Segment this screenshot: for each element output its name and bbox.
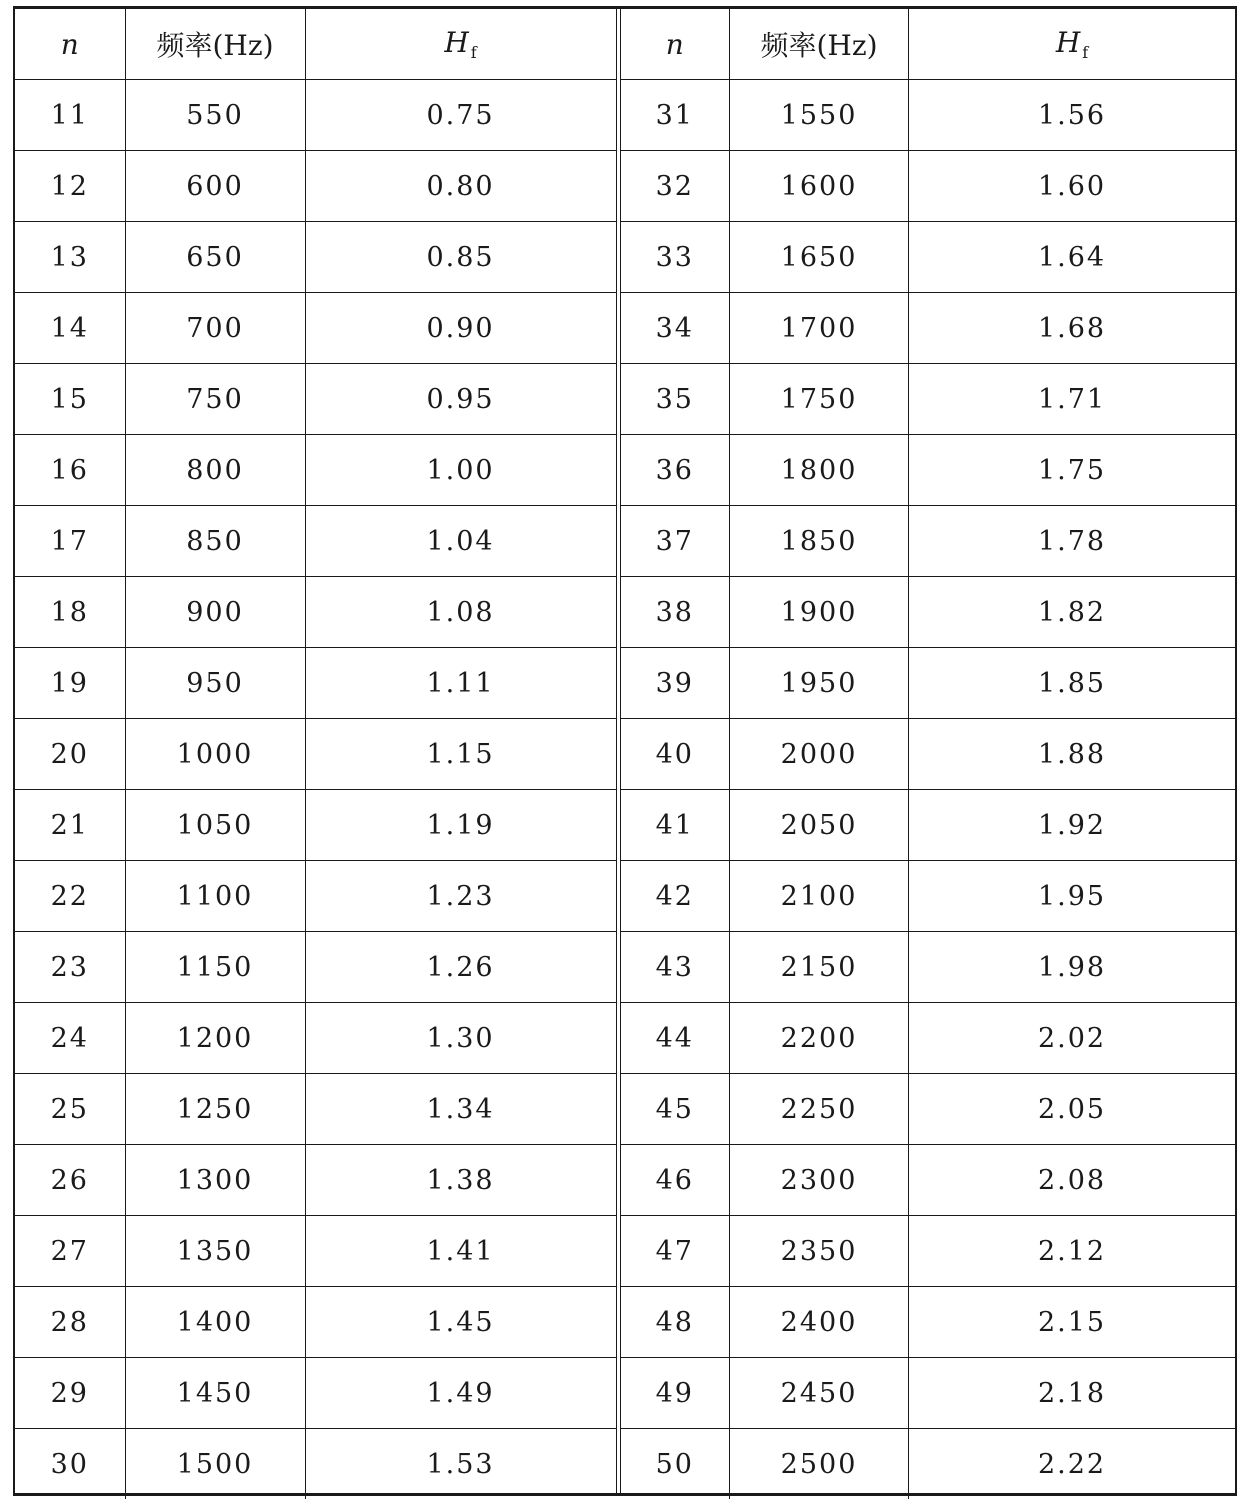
cell-hf: 2.15: [909, 1287, 1235, 1358]
cell-hf: 2.02: [909, 1003, 1235, 1074]
cell-freq: 2250: [730, 1074, 909, 1145]
table-row: [621, 222, 1235, 293]
cell-hf: 1.11: [305, 648, 616, 719]
cell-hf: 2.05: [909, 1074, 1235, 1145]
cell-freq: 2000: [730, 719, 909, 790]
header-hf: [909, 9, 1235, 80]
table-row: [621, 790, 1235, 861]
cell-freq: 2400: [730, 1287, 909, 1358]
cell-hf: 1.49: [305, 1358, 616, 1429]
header-hf-subscript: f: [1082, 43, 1089, 62]
table-right-half: [620, 9, 1235, 1493]
cell-freq: 1500: [125, 1429, 305, 1500]
cell-hf: 1.71: [909, 364, 1235, 435]
cell-freq: 2300: [730, 1145, 909, 1216]
table-left-half: [15, 9, 617, 1493]
table-row: [15, 1429, 616, 1500]
cell-freq: 1350: [125, 1216, 305, 1287]
cell-hf: 1.75: [909, 435, 1235, 506]
cell-freq: 1300: [125, 1145, 305, 1216]
cell-freq: 1800: [730, 435, 909, 506]
table-row: [621, 506, 1235, 577]
cell-freq: 1050: [125, 790, 305, 861]
cell-freq: 1100: [125, 861, 305, 932]
cell-n: 27: [15, 1216, 125, 1287]
table-row: [15, 1003, 616, 1074]
cell-hf: 1.30: [305, 1003, 616, 1074]
cell-hf: 1.64: [909, 222, 1235, 293]
table-row: [15, 222, 616, 293]
cell-freq: 550: [125, 80, 305, 151]
cell-freq: 700: [125, 293, 305, 364]
cell-n: 19: [15, 648, 125, 719]
cell-n: 12: [15, 151, 125, 222]
cell-freq: 2050: [730, 790, 909, 861]
cell-hf: 0.90: [305, 293, 616, 364]
cell-n: 17: [15, 506, 125, 577]
table-row: [621, 1145, 1235, 1216]
cell-n: 25: [15, 1074, 125, 1145]
cell-hf: 0.80: [305, 151, 616, 222]
header-frequency: 频率(Hz): [730, 9, 909, 80]
frequency-table: [13, 6, 1237, 1496]
table-row: [621, 577, 1235, 648]
cell-freq: 600: [125, 151, 305, 222]
cell-freq: 2500: [730, 1429, 909, 1500]
header-hf-main: H: [444, 26, 469, 59]
table-row: [621, 932, 1235, 1003]
header-row: [621, 9, 1235, 80]
table-row: [15, 1216, 616, 1287]
cell-n: 15: [15, 364, 125, 435]
cell-freq: 900: [125, 577, 305, 648]
cell-hf: 1.00: [305, 435, 616, 506]
table-row: [621, 293, 1235, 364]
cell-freq: 1650: [730, 222, 909, 293]
cell-n: 45: [621, 1074, 730, 1145]
table-row: [621, 1287, 1235, 1358]
cell-n: 32: [621, 151, 730, 222]
cell-freq: 850: [125, 506, 305, 577]
table-row: [15, 364, 616, 435]
header-hf-main: H: [1055, 26, 1081, 59]
cell-hf: 1.68: [909, 293, 1235, 364]
cell-hf: 1.34: [305, 1074, 616, 1145]
cell-freq: 650: [125, 222, 305, 293]
table-row: [15, 790, 616, 861]
cell-n: 48: [621, 1287, 730, 1358]
cell-n: 28: [15, 1287, 125, 1358]
cell-n: 26: [15, 1145, 125, 1216]
right-table-body: [621, 80, 1235, 1500]
cell-hf: 1.19: [305, 790, 616, 861]
cell-n: 21: [15, 790, 125, 861]
cell-hf: 1.38: [305, 1145, 616, 1216]
cell-n: 20: [15, 719, 125, 790]
cell-n: 34: [621, 293, 730, 364]
cell-freq: 800: [125, 435, 305, 506]
table-row: [15, 1145, 616, 1216]
cell-hf: 2.22: [909, 1429, 1235, 1500]
cell-freq: 1900: [730, 577, 909, 648]
cell-freq: 2200: [730, 1003, 909, 1074]
cell-n: 43: [621, 932, 730, 1003]
table-row: [621, 1429, 1235, 1500]
table-row: [621, 1003, 1235, 1074]
cell-n: 14: [15, 293, 125, 364]
cell-freq: 2100: [730, 861, 909, 932]
table-row: [15, 293, 616, 364]
cell-hf: 1.78: [909, 506, 1235, 577]
cell-n: 36: [621, 435, 730, 506]
cell-hf: 1.88: [909, 719, 1235, 790]
table-row: [621, 648, 1235, 719]
cell-freq: 750: [125, 364, 305, 435]
table-row: [15, 435, 616, 506]
cell-n: 13: [15, 222, 125, 293]
cell-hf: 0.85: [305, 222, 616, 293]
table-row: [621, 151, 1235, 222]
cell-n: 47: [621, 1216, 730, 1287]
cell-freq: 950: [125, 648, 305, 719]
header-frequency: 频率(Hz): [125, 9, 305, 80]
cell-freq: 1450: [125, 1358, 305, 1429]
right-table: [621, 9, 1235, 1499]
cell-hf: 1.41: [305, 1216, 616, 1287]
cell-n: 29: [15, 1358, 125, 1429]
cell-n: 46: [621, 1145, 730, 1216]
cell-hf: 1.53: [305, 1429, 616, 1500]
table-row: [15, 506, 616, 577]
cell-hf: 2.12: [909, 1216, 1235, 1287]
cell-freq: 1250: [125, 1074, 305, 1145]
header-hf: [305, 9, 616, 80]
cell-hf: 1.85: [909, 648, 1235, 719]
table-row: [621, 719, 1235, 790]
table-row: [621, 1074, 1235, 1145]
table-row: [621, 1358, 1235, 1429]
cell-hf: 0.75: [305, 80, 616, 151]
cell-freq: 1200: [125, 1003, 305, 1074]
cell-n: 44: [621, 1003, 730, 1074]
cell-freq: 2150: [730, 932, 909, 1003]
cell-n: 38: [621, 577, 730, 648]
header-n: n: [15, 9, 125, 80]
cell-n: 18: [15, 577, 125, 648]
table-row: [621, 364, 1235, 435]
cell-n: 40: [621, 719, 730, 790]
table-row: [621, 435, 1235, 506]
cell-n: 30: [15, 1429, 125, 1500]
cell-hf: 2.08: [909, 1145, 1235, 1216]
cell-hf: 0.95: [305, 364, 616, 435]
cell-n: 23: [15, 932, 125, 1003]
table-row: [621, 1216, 1235, 1287]
cell-n: 33: [621, 222, 730, 293]
cell-hf: 1.08: [305, 577, 616, 648]
cell-freq: 1850: [730, 506, 909, 577]
cell-n: 11: [15, 80, 125, 151]
table-row: [15, 1287, 616, 1358]
cell-hf: 1.60: [909, 151, 1235, 222]
table-row: [15, 1074, 616, 1145]
cell-n: 42: [621, 861, 730, 932]
header-n: n: [621, 9, 730, 80]
cell-freq: 1550: [730, 80, 909, 151]
cell-n: 35: [621, 364, 730, 435]
table-row: [15, 648, 616, 719]
cell-n: 22: [15, 861, 125, 932]
cell-hf: 1.92: [909, 790, 1235, 861]
cell-n: 50: [621, 1429, 730, 1500]
left-table-body: [15, 80, 616, 1500]
header-hf-subscript: f: [470, 43, 477, 62]
cell-n: 31: [621, 80, 730, 151]
cell-hf: 1.98: [909, 932, 1235, 1003]
table-row: [15, 577, 616, 648]
cell-n: 24: [15, 1003, 125, 1074]
table-row: [15, 1358, 616, 1429]
cell-freq: 1150: [125, 932, 305, 1003]
table-row: [15, 861, 616, 932]
cell-n: 16: [15, 435, 125, 506]
table-row: [15, 151, 616, 222]
table-row: [15, 932, 616, 1003]
cell-n: 37: [621, 506, 730, 577]
table-row: [15, 80, 616, 151]
header-row: [15, 9, 616, 80]
cell-freq: 2350: [730, 1216, 909, 1287]
cell-hf: 2.18: [909, 1358, 1235, 1429]
cell-n: 49: [621, 1358, 730, 1429]
cell-hf: 1.82: [909, 577, 1235, 648]
cell-freq: 2450: [730, 1358, 909, 1429]
table-row: [621, 80, 1235, 151]
cell-freq: 1750: [730, 364, 909, 435]
cell-hf: 1.15: [305, 719, 616, 790]
cell-n: 41: [621, 790, 730, 861]
cell-hf: 1.23: [305, 861, 616, 932]
cell-freq: 1700: [730, 293, 909, 364]
cell-hf: 1.95: [909, 861, 1235, 932]
cell-hf: 1.45: [305, 1287, 616, 1358]
cell-freq: 1950: [730, 648, 909, 719]
cell-freq: 1400: [125, 1287, 305, 1358]
table-row: [621, 861, 1235, 932]
left-table: [15, 9, 616, 1499]
cell-n: 39: [621, 648, 730, 719]
cell-freq: 1600: [730, 151, 909, 222]
cell-hf: 1.04: [305, 506, 616, 577]
table-row: [15, 719, 616, 790]
cell-hf: 1.26: [305, 932, 616, 1003]
cell-hf: 1.56: [909, 80, 1235, 151]
cell-freq: 1000: [125, 719, 305, 790]
